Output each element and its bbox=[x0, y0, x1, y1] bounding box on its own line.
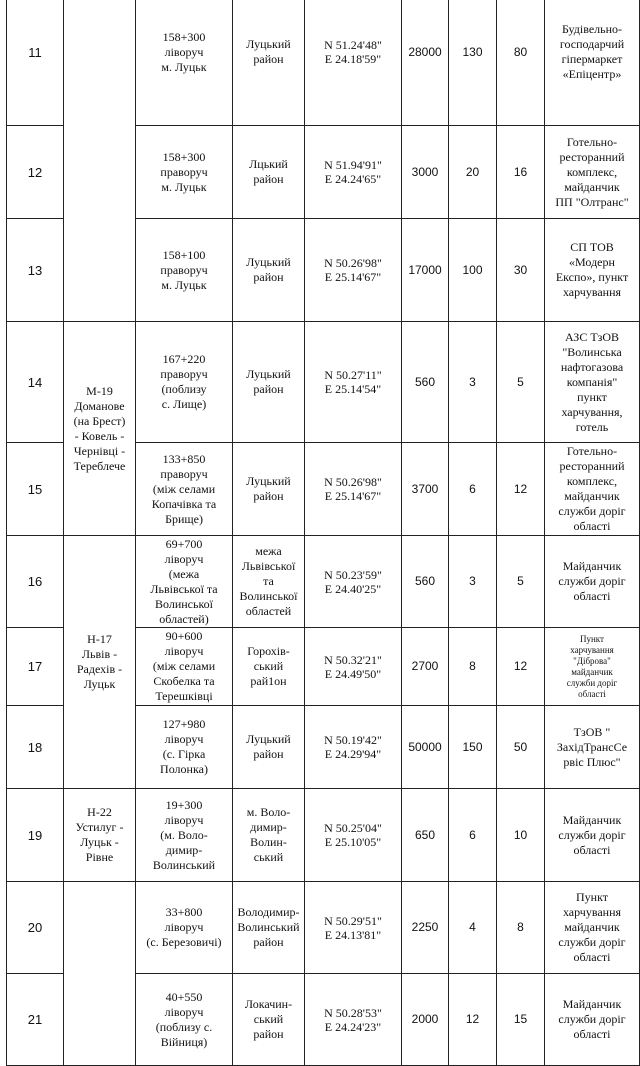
capacity-value: 3 bbox=[449, 322, 497, 443]
cell-line: Полонка) bbox=[160, 762, 208, 776]
district-cell bbox=[233, 443, 305, 536]
cell-line: Готельно- bbox=[566, 444, 618, 458]
cell-line: Луцький bbox=[246, 255, 291, 269]
cell-line: 133+850 bbox=[162, 451, 206, 466]
cell-line: Копачівка та bbox=[151, 496, 217, 511]
km-location-cell bbox=[136, 0, 233, 126]
cell-line: 167+220 bbox=[162, 352, 206, 366]
cell-line: Тереблече bbox=[73, 458, 126, 473]
parking-value: 15 bbox=[497, 974, 545, 1066]
cell-line: (між селами bbox=[152, 481, 216, 496]
cell-line: Доманове bbox=[74, 398, 125, 413]
cell-line: Устилуг - bbox=[75, 820, 124, 834]
road-name-cell bbox=[64, 0, 136, 322]
cell-line: межа bbox=[255, 544, 282, 558]
cell-line: Луцьк bbox=[83, 677, 116, 691]
cell-line: район bbox=[253, 382, 284, 396]
coordinates-cell bbox=[305, 882, 402, 974]
service-object-cell bbox=[545, 882, 640, 974]
cell-line: «Модерн bbox=[569, 255, 615, 269]
cell-line: E 24.49'50" bbox=[324, 666, 382, 681]
cell-line: м. Луцьк bbox=[161, 59, 207, 74]
cell-line: СП ТОВ bbox=[570, 240, 614, 254]
cell-line: Скобелка та bbox=[153, 674, 215, 688]
cell-line: гіпермаркет bbox=[561, 52, 623, 66]
cell-line: майданчик bbox=[571, 666, 613, 677]
cell-line: 19+300 bbox=[165, 797, 203, 812]
cell-line: готель bbox=[575, 419, 609, 434]
cell-line: 158+300 bbox=[162, 29, 206, 44]
cell-line: Брище) bbox=[165, 511, 203, 526]
roadside-services-table bbox=[6, 0, 640, 1066]
service-object-cell bbox=[545, 0, 640, 126]
cell-line: ський bbox=[253, 850, 284, 864]
cell-line: «Епіцентр» bbox=[562, 67, 622, 81]
capacity-value: 3 bbox=[449, 536, 497, 628]
road-name-cell bbox=[64, 789, 136, 882]
cell-line: Майданчик bbox=[562, 559, 622, 573]
capacity-value: 6 bbox=[449, 789, 497, 882]
cell-line: та bbox=[263, 574, 274, 588]
area-value: 2000 bbox=[402, 974, 449, 1066]
cell-line: 90+600 bbox=[165, 629, 203, 643]
cell-line: район bbox=[253, 1027, 284, 1041]
parking-value: 12 bbox=[497, 443, 545, 536]
coordinates-cell bbox=[305, 628, 402, 706]
road-name-cell bbox=[64, 322, 136, 536]
cell-line: N 51.24'48" bbox=[324, 38, 382, 52]
km-location-cell bbox=[136, 219, 233, 322]
cell-line: нафтогазова bbox=[560, 359, 624, 374]
cell-line: ЗахідТрансСе bbox=[556, 739, 628, 754]
cell-line: ліворуч bbox=[164, 732, 204, 746]
coordinates-cell bbox=[305, 443, 402, 536]
km-location-cell bbox=[136, 882, 233, 974]
cell-line: N 50.27'11" bbox=[324, 368, 382, 382]
cell-line: район bbox=[253, 52, 284, 66]
cell-line: (с. Гірка bbox=[162, 747, 206, 761]
cell-line: E 25.14'67" bbox=[324, 270, 382, 284]
capacity-value: 20 bbox=[449, 126, 497, 219]
coordinates-cell bbox=[305, 126, 402, 219]
coordinates-cell bbox=[305, 536, 402, 628]
cell-line: праворуч bbox=[160, 466, 208, 481]
cell-line: ресторанний bbox=[559, 149, 625, 164]
cell-line: E 24.24'23" bbox=[324, 1019, 382, 1034]
cell-line: Н-17 bbox=[87, 632, 112, 646]
row-number: 20 bbox=[7, 882, 64, 974]
district-cell bbox=[233, 628, 305, 706]
cell-line: N 50.28'53" bbox=[324, 1005, 382, 1020]
cell-line: Горохів- bbox=[247, 644, 290, 658]
capacity-value: 130 bbox=[449, 0, 497, 126]
cell-line: м. Луцьк bbox=[161, 277, 207, 292]
row-number: 21 bbox=[7, 974, 64, 1066]
cell-line: Н-22 bbox=[87, 805, 112, 819]
parking-value: 12 bbox=[497, 628, 545, 706]
cell-line: майданчик bbox=[564, 489, 620, 503]
service-object-cell bbox=[545, 126, 640, 219]
row-number: 17 bbox=[7, 628, 64, 706]
km-location-cell bbox=[136, 322, 233, 443]
cell-line: Луцький bbox=[246, 732, 291, 746]
cell-line: господарчий bbox=[559, 37, 625, 51]
cell-line: комплекс, bbox=[566, 164, 618, 179]
area-value: 2250 bbox=[402, 882, 449, 974]
cell-line: ліворуч bbox=[164, 644, 204, 658]
cell-line: район bbox=[253, 270, 284, 284]
cell-line: харчування bbox=[562, 285, 622, 299]
cell-line: Волинський bbox=[152, 857, 216, 872]
cell-line: харчування, bbox=[561, 404, 623, 419]
cell-line: N 50.26'98" bbox=[324, 256, 382, 270]
area-value: 17000 bbox=[402, 219, 449, 322]
cell-line: димир- bbox=[165, 842, 203, 857]
cell-line: Локачин- bbox=[244, 997, 293, 1011]
area-value: 650 bbox=[402, 789, 449, 882]
district-cell bbox=[233, 126, 305, 219]
cell-line: ПП "Олтранс" bbox=[555, 194, 629, 209]
cell-line: 40+550 bbox=[165, 989, 203, 1004]
km-location-cell bbox=[136, 536, 233, 628]
cell-line: комплекс, bbox=[566, 474, 618, 488]
cell-line: N 50.32'21" bbox=[324, 652, 382, 667]
cell-line: Волинської bbox=[239, 589, 298, 603]
cell-line: Володимир- bbox=[237, 905, 300, 919]
cell-line: Львівської та bbox=[150, 581, 218, 596]
cell-line: Експо», пункт bbox=[555, 270, 629, 284]
cell-line: ресторанний bbox=[559, 459, 625, 473]
parking-value: 5 bbox=[497, 536, 545, 628]
cell-line: області bbox=[573, 519, 611, 533]
cell-line: (межа bbox=[168, 566, 200, 581]
cell-line: праворуч bbox=[160, 164, 208, 179]
coordinates-cell bbox=[305, 706, 402, 789]
cell-line: E 25.10'05" bbox=[324, 835, 382, 849]
cell-line: 69+700 bbox=[165, 536, 203, 551]
cell-line: 158+300 bbox=[162, 149, 206, 164]
km-location-cell bbox=[136, 789, 233, 882]
area-value: 560 bbox=[402, 322, 449, 443]
cell-line: Війниця) bbox=[160, 1034, 208, 1049]
parking-value: 80 bbox=[497, 0, 545, 126]
cell-line: Волинської bbox=[154, 596, 214, 611]
cell-line: харчування bbox=[570, 644, 614, 655]
cell-line: (між селами bbox=[152, 659, 216, 673]
cell-line: район bbox=[253, 935, 284, 949]
cell-line: ТзОВ " bbox=[573, 724, 611, 739]
cell-line: майданчик bbox=[564, 179, 620, 194]
area-value: 3700 bbox=[402, 443, 449, 536]
cell-line: N 50.26'98" bbox=[324, 475, 382, 489]
cell-line: рай1он bbox=[250, 674, 287, 688]
cell-line: харчування bbox=[562, 905, 622, 919]
row-number: 11 bbox=[7, 0, 64, 126]
row-number: 18 bbox=[7, 706, 64, 789]
capacity-value: 8 bbox=[449, 628, 497, 706]
km-location-cell bbox=[136, 706, 233, 789]
cell-line: Львів - bbox=[81, 647, 118, 661]
km-location-cell bbox=[136, 443, 233, 536]
cell-line: ський bbox=[253, 1012, 284, 1026]
service-object-cell bbox=[545, 974, 640, 1066]
cell-line: E 24.40'25" bbox=[324, 581, 382, 596]
cell-line: служби доріг bbox=[566, 677, 618, 688]
cell-line: "Діброва" bbox=[573, 655, 611, 666]
cell-line: E 24.29'94" bbox=[324, 747, 382, 761]
cell-line: Майданчик bbox=[562, 812, 622, 827]
cell-line: м. Луцьк bbox=[161, 179, 207, 194]
road-name-cell bbox=[64, 882, 136, 1066]
table-row bbox=[7, 536, 640, 628]
cell-line: димир- bbox=[250, 820, 287, 834]
district-cell bbox=[233, 322, 305, 443]
district-cell bbox=[233, 219, 305, 322]
district-cell bbox=[233, 706, 305, 789]
cell-line: Пункт bbox=[579, 633, 604, 644]
capacity-value: 100 bbox=[449, 219, 497, 322]
cell-line: ліворуч bbox=[164, 920, 204, 934]
cell-line: М-19 bbox=[86, 383, 113, 398]
cell-line: - Ковель - bbox=[74, 428, 125, 443]
cell-line: (с. Березовичі) bbox=[146, 935, 222, 949]
km-location-cell bbox=[136, 126, 233, 219]
cell-line: 33+800 bbox=[165, 905, 203, 919]
cell-line: Терешківці bbox=[155, 689, 213, 703]
cell-line: Майданчик bbox=[562, 997, 622, 1011]
capacity-value: 150 bbox=[449, 706, 497, 789]
cell-line: N 50.29'51" bbox=[324, 913, 382, 928]
cell-line: 158+100 bbox=[162, 247, 206, 262]
cell-line: пункт bbox=[577, 389, 607, 404]
cell-line: Луцький bbox=[246, 367, 291, 381]
district-cell bbox=[233, 536, 305, 628]
cell-line: Готельно- bbox=[566, 134, 618, 149]
parking-value: 5 bbox=[497, 322, 545, 443]
km-location-cell bbox=[136, 974, 233, 1066]
area-value: 3000 bbox=[402, 126, 449, 219]
cell-line: Луцьк - bbox=[80, 835, 119, 849]
cell-line: с. Лище) bbox=[161, 397, 207, 411]
capacity-value: 4 bbox=[449, 882, 497, 974]
coordinates-cell bbox=[305, 974, 402, 1066]
cell-line: (на Брест) bbox=[73, 413, 126, 428]
cell-line: E 24.24'65" bbox=[324, 172, 382, 186]
area-value: 28000 bbox=[402, 0, 449, 126]
service-object-cell bbox=[545, 443, 640, 536]
cell-line: служби доріг bbox=[558, 827, 626, 842]
cell-line: праворуч bbox=[160, 262, 208, 277]
district-cell bbox=[233, 882, 305, 974]
cell-line: області bbox=[578, 688, 606, 699]
row-number: 13 bbox=[7, 219, 64, 322]
cell-line: (м. Воло- bbox=[160, 827, 208, 842]
service-object-cell bbox=[545, 789, 640, 882]
cell-line: області bbox=[573, 842, 611, 857]
cell-line: "Волинська bbox=[562, 344, 622, 359]
cell-line: Львівської bbox=[241, 559, 296, 573]
service-object-cell bbox=[545, 219, 640, 322]
cell-line: Пункт bbox=[575, 890, 608, 904]
cell-line: Радехів - bbox=[76, 662, 123, 676]
service-object-cell bbox=[545, 628, 640, 706]
table-row bbox=[7, 322, 640, 443]
cell-line: (поблизу с. bbox=[155, 1019, 213, 1034]
cell-line: служби доріг bbox=[558, 935, 626, 949]
cell-line: області bbox=[573, 589, 611, 603]
cell-line: майданчик bbox=[564, 920, 620, 934]
km-location-cell bbox=[136, 628, 233, 706]
row-number: 14 bbox=[7, 322, 64, 443]
table-row bbox=[7, 789, 640, 882]
cell-line: Волинський bbox=[237, 920, 300, 934]
coordinates-cell bbox=[305, 0, 402, 126]
parking-value: 10 bbox=[497, 789, 545, 882]
cell-line: Лцький bbox=[249, 157, 288, 171]
row-number: 16 bbox=[7, 536, 64, 628]
cell-line: ліворуч bbox=[164, 812, 204, 827]
service-object-cell bbox=[545, 706, 640, 789]
district-cell bbox=[233, 789, 305, 882]
cell-line: N 50.19'42" bbox=[324, 733, 382, 747]
coordinates-cell bbox=[305, 322, 402, 443]
cell-line: служби доріг bbox=[558, 1012, 626, 1026]
cell-line: Рівне bbox=[85, 850, 114, 864]
cell-line: N 50.23'59" bbox=[324, 567, 382, 582]
area-value: 50000 bbox=[402, 706, 449, 789]
cell-line: E 24.18'59" bbox=[324, 52, 382, 66]
table-row bbox=[7, 0, 640, 126]
cell-line: район bbox=[253, 172, 284, 186]
cell-line: Будівельно- bbox=[561, 22, 623, 36]
district-cell bbox=[233, 0, 305, 126]
row-number: 12 bbox=[7, 126, 64, 219]
service-object-cell bbox=[545, 322, 640, 443]
cell-line: областей bbox=[245, 604, 292, 618]
district-cell bbox=[233, 974, 305, 1066]
cell-line: АЗС ТзОВ bbox=[564, 329, 620, 344]
cell-line: праворуч bbox=[160, 367, 208, 381]
parking-value: 30 bbox=[497, 219, 545, 322]
cell-line: E 25.14'67" bbox=[324, 489, 382, 503]
cell-line: N 51.94'91" bbox=[324, 158, 382, 172]
cell-line: (поблизу bbox=[161, 382, 207, 396]
cell-line: район bbox=[253, 489, 284, 503]
cell-line: області bbox=[573, 950, 611, 964]
cell-line: N 50.25'04" bbox=[324, 821, 382, 835]
cell-line: компанія" bbox=[566, 374, 618, 389]
cell-line: ліворуч bbox=[164, 551, 204, 566]
table-row bbox=[7, 882, 640, 974]
row-number: 19 bbox=[7, 789, 64, 882]
cell-line: Луцький bbox=[246, 474, 291, 488]
cell-line: район bbox=[253, 747, 284, 761]
cell-line: Луцький bbox=[246, 37, 291, 51]
area-value: 2700 bbox=[402, 628, 449, 706]
cell-line: області bbox=[573, 1027, 611, 1041]
area-value: 560 bbox=[402, 536, 449, 628]
cell-line: Волин- bbox=[250, 835, 287, 849]
capacity-value: 6 bbox=[449, 443, 497, 536]
capacity-value: 12 bbox=[449, 974, 497, 1066]
cell-line: областей) bbox=[159, 611, 209, 626]
coordinates-cell bbox=[305, 789, 402, 882]
road-name-cell bbox=[64, 536, 136, 789]
cell-line: 127+980 bbox=[162, 717, 206, 731]
coordinates-cell bbox=[305, 219, 402, 322]
row-number: 15 bbox=[7, 443, 64, 536]
cell-line: ліворуч bbox=[164, 44, 204, 59]
service-object-cell bbox=[545, 536, 640, 628]
parking-value: 50 bbox=[497, 706, 545, 789]
parking-value: 8 bbox=[497, 882, 545, 974]
cell-line: Чернівці - bbox=[73, 443, 126, 458]
cell-line: ський bbox=[253, 659, 284, 673]
cell-line: рвіс Плюс" bbox=[563, 754, 621, 769]
cell-line: E 25.14'54" bbox=[324, 382, 382, 396]
cell-line: ліворуч bbox=[164, 1004, 204, 1019]
cell-line: м. Воло- bbox=[246, 805, 291, 819]
cell-line: E 24.13'81" bbox=[324, 927, 382, 942]
cell-line: служби доріг bbox=[558, 574, 626, 588]
parking-value: 16 bbox=[497, 126, 545, 219]
cell-line: служби доріг bbox=[558, 504, 626, 518]
